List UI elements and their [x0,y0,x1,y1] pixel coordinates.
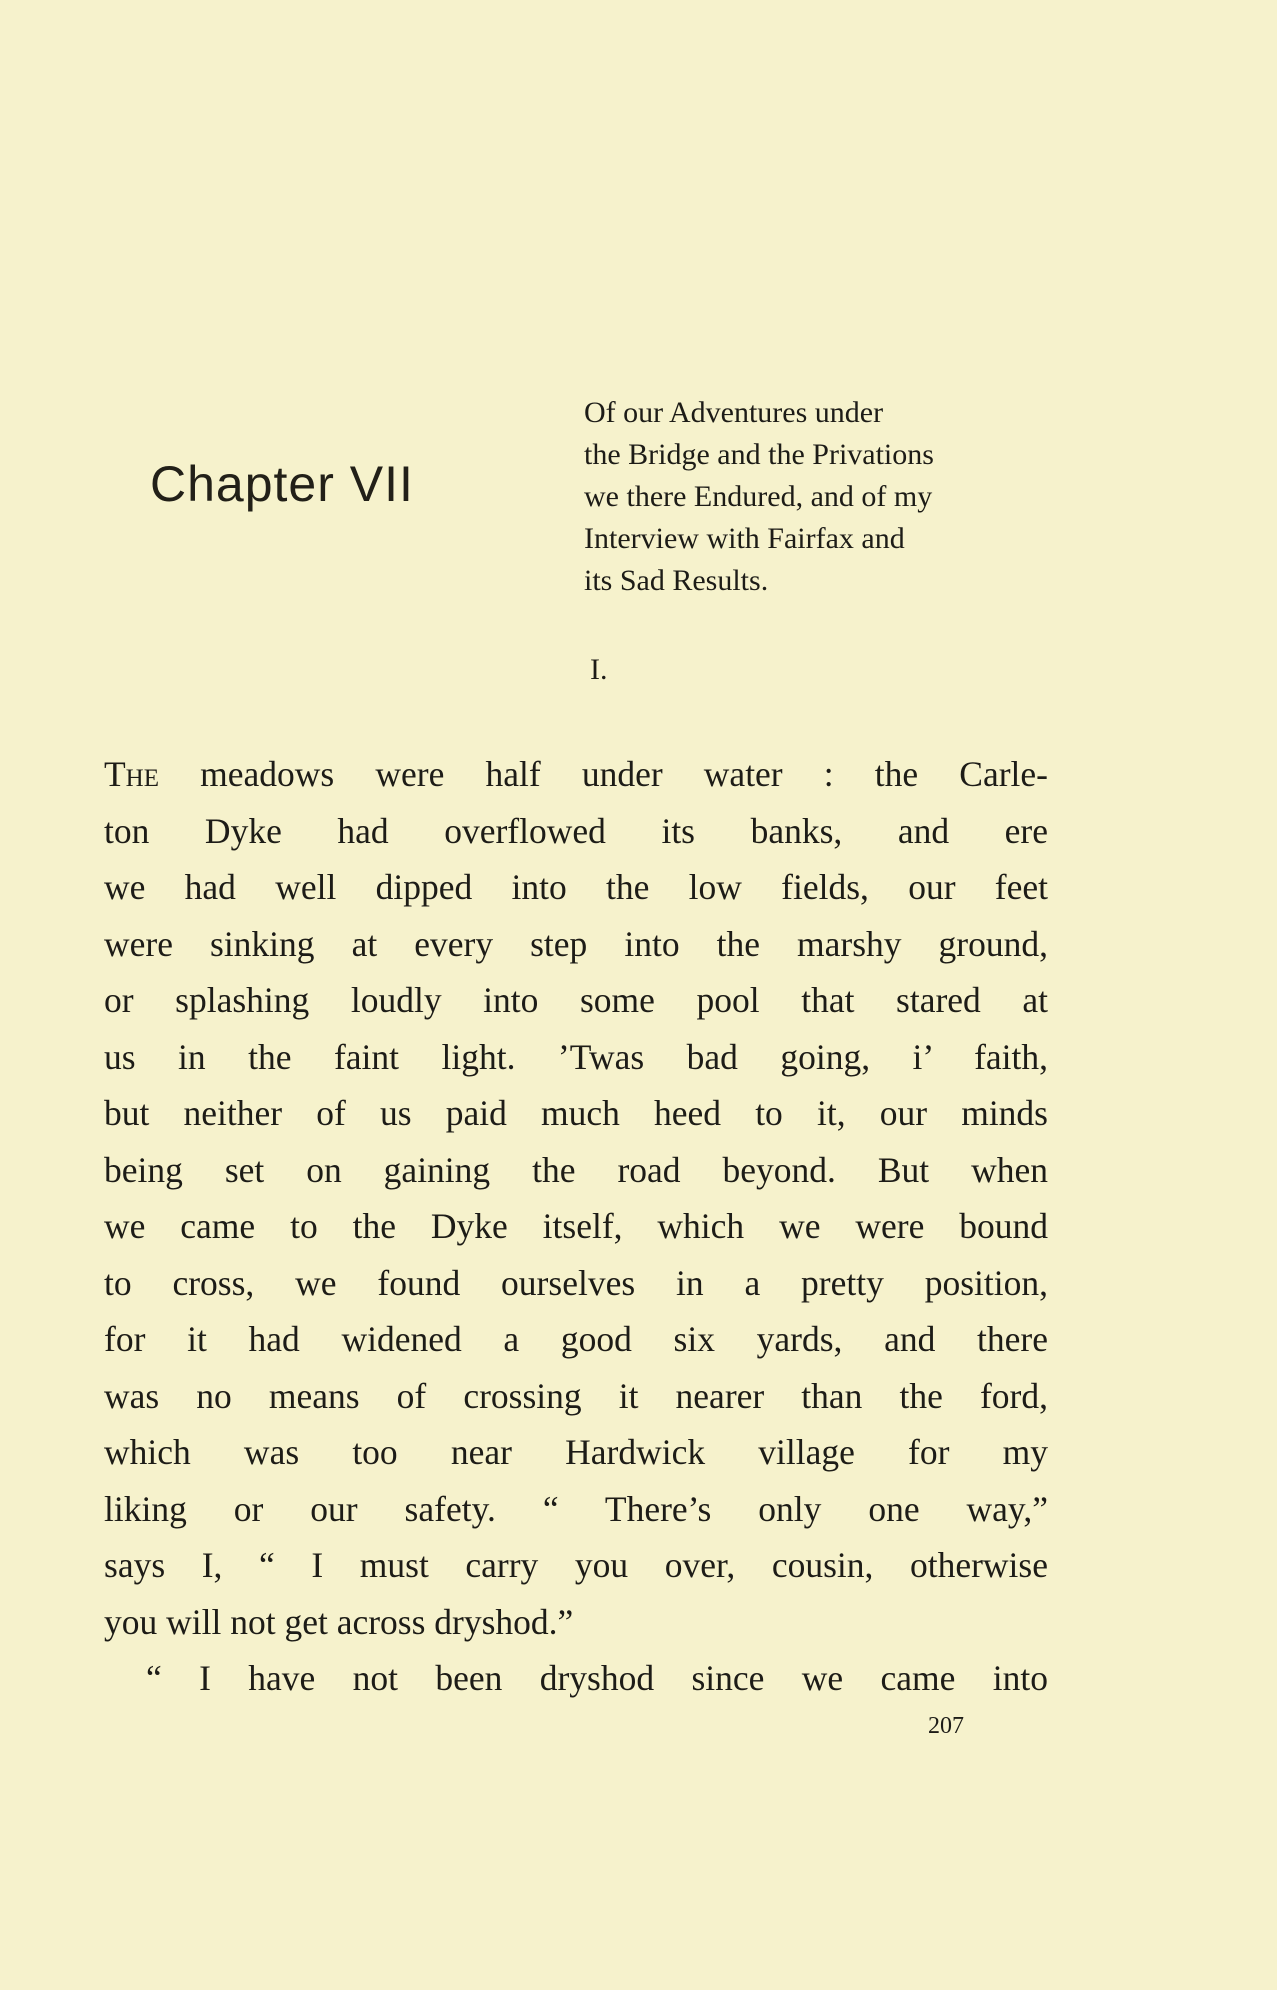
body-line: was no means of crossing it nearer than the ford, [104,1375,1048,1416]
body-line: we had well dipped into the low fields, our feet [104,867,1048,907]
body-line: which was too near Hardwick village for my [104,1432,1048,1472]
body-line: to cross, we found ourselves in a pretty position, [104,1262,1048,1303]
opening-word: The [104,754,160,794]
body-line: we came to the Dyke itself, which we were bound [104,1206,1048,1246]
section-number: I. [590,653,608,686]
chapter-synopsis [584,392,1048,602]
body-line: but neither of us paid much heed to it, our minds [104,1093,1048,1133]
body-line-first [104,746,1048,803]
synopsis-line: Interview with Fairfax and [584,522,905,555]
body-line-text: meadows were half under water : the Carle- [159,754,1048,794]
body-line: us in the faint light. ’Twas bad going, i’ faith, [104,1036,1048,1077]
body-line: you will not get across dryshod.” [104,1601,574,1642]
synopsis-line: Of our Adventures under [584,396,884,429]
synopsis-line: its Sad Results. [584,564,769,597]
body-line: or splashing loudly into some pool that stared at [104,980,1048,1020]
chapter-title: Chapter VII [150,456,414,512]
body-line: were sinking at every step into the marshy ground, [104,923,1048,964]
body-line: liking or our safety. “ There’s only one way,” [104,1488,1048,1529]
synopsis-line: the Bridge and the Privations [584,438,934,471]
body-line: says I, “ I must carry you over, cousin, otherwise [104,1545,1048,1585]
body-line: for it had widened a good six yards, and there [104,1319,1048,1359]
body-line: being set on gaining the road beyond. But when [104,1149,1048,1190]
body-line: “ I have not been dryshod since we came into [146,1658,1048,1698]
synopsis-line: we there Endured, and of my [584,480,933,513]
body-text [104,746,1048,1707]
page-number: 207 [928,1713,964,1739]
body-line: ton Dyke had overflowed its banks, and ere [104,810,1048,851]
